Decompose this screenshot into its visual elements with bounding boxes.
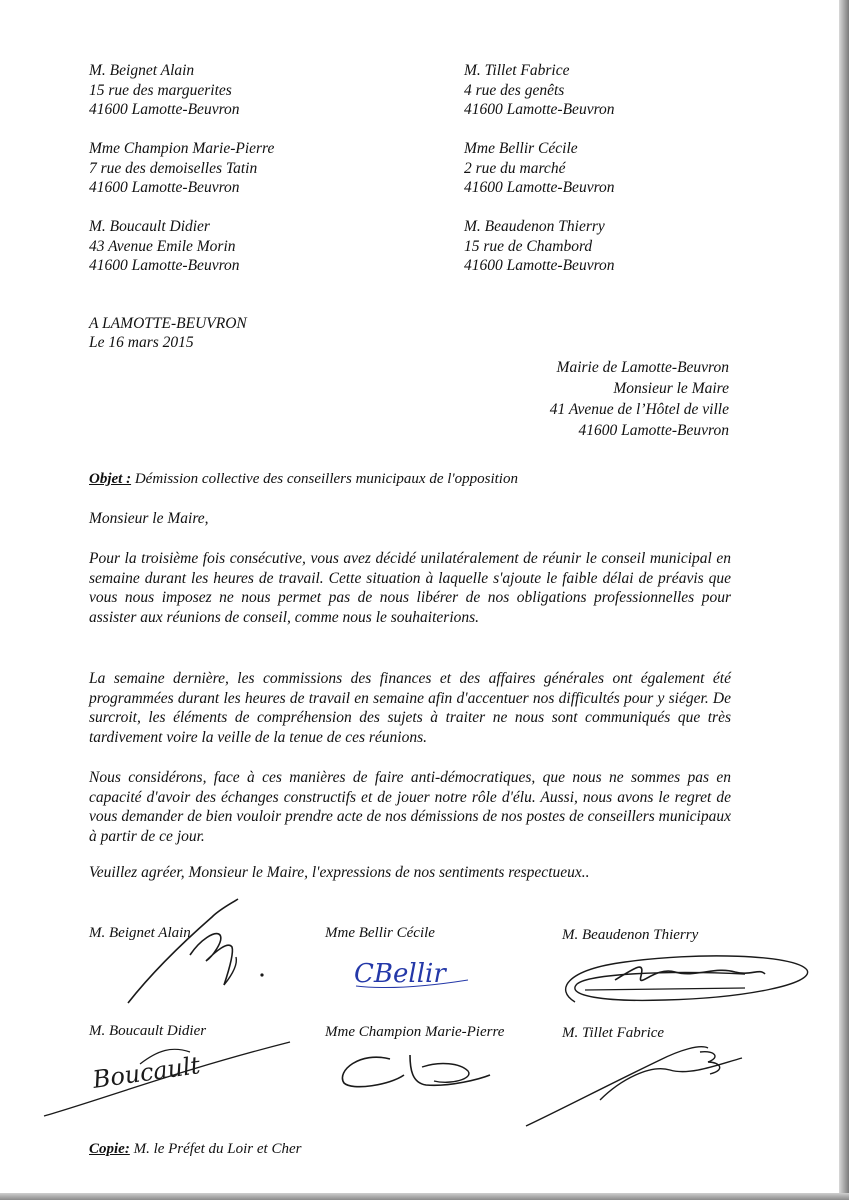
sender-name: M. Beaudenon Thierry [464,218,605,235]
sender-city: 41600 Lamotte-Beuvron [464,257,615,274]
salutation: Monsieur le Maire, [89,510,209,527]
sender-name: M. Beignet Alain [89,62,195,79]
sender-street: 15 rue de Chambord [464,237,593,255]
signatory-boucault: M. Boucault Didier [89,1023,207,1039]
date: Le 16 mars 2015 [89,334,194,351]
recipient-line-3: 41 Avenue de l’Hôtel de ville [549,401,729,418]
body-paragraph-2: La semaine dernière, les commissions des finances et des affaires générales ont également été programmées durant les heures de travail en semaine afin d'accentuer nos difficultés pour y siéger. De surcroit, les éléments de compréhension des sujets à traiter ne nous sont communiqués que très tardivement voire la veille de la tenue de ces réunions. [89,670,731,746]
signatory-champion: Mme Champion Marie-Pierre [325,1024,505,1040]
copy-text: M. le Préfet du Loir et Cher [133,1141,302,1157]
sender-street: 15 rue des marguerites [89,81,232,99]
body-paragraph-1: Pour la troisième fois consécutive, vous avez décidé unilatéralement de réunir le conseil municipal en semaine durant les heures de travail. Cette situation à laquelle s'ajoute le faible délai de préavis que vous nous imposez ne nous permet pas de nous libérer de nos obligations professionnelles pour assister aux réunions de conseil, comme nous le souhaiterions. [89,550,731,626]
signatory-beaudenon: M. Beaudenon Thierry [562,927,699,943]
place-and-date [89,314,247,352]
sender-address-tillet [464,61,615,120]
scan-edge-bottom [0,1193,849,1200]
signature-tillet [520,1040,750,1130]
recipient-line-1: Mairie de Lamotte-Beuvron [556,359,729,376]
closing-formula: Veuillez agréer, Monsieur le Maire, l'expressions de nos sentiments respectueux.. [89,864,590,881]
sender-address-beignet [89,61,240,120]
subject-text: Démission collective des conseillers municipaux de l'opposition [134,471,518,487]
sender-city: 41600 Lamotte-Beuvron [89,257,240,274]
signature-bellir [350,950,480,995]
signature-champion [330,1045,500,1095]
sender-city: 41600 Lamotte-Beuvron [464,101,615,118]
signature-boucault [40,1030,300,1120]
copy-label: Copie: [89,1141,130,1157]
subject-label: Objet : [89,471,132,487]
sender-street: 43 Avenue Emile Morin [89,237,236,255]
body-paragraph-3: Nous considérons, face à ces manières de faire anti-démocratiques, que nous ne sommes pas en capacité d'avoir des échanges constructifs et de jouer notre rôle d'élu. Aussi, nous avons le regret de vous demander de bien vouloir prendre acte de nos démissions de nos postes de conseillers municipaux à partir de ce jour. [89,769,731,845]
signatory-beignet: M. Beignet Alain [89,925,191,941]
sender-street: 2 rue du marché [464,159,566,177]
signature-boucault-text: Boucault [90,1051,202,1094]
recipient-address [550,357,729,441]
sender-name: Mme Champion Marie-Pierre [89,140,275,157]
sender-address-champion [89,139,274,198]
sender-address-bellir [464,139,615,198]
sender-city: 41600 Lamotte-Beuvron [464,179,615,196]
signature-beaudenon [545,940,815,1010]
signature-beignet [120,895,280,1010]
sender-city: 41600 Lamotte-Beuvron [89,179,240,196]
signature-bellir-text: CBellir [354,959,446,989]
signatory-tillet: M. Tillet Fabrice [562,1025,665,1041]
copy-line [89,1141,301,1158]
place: A LAMOTTE-BEUVRON [89,315,247,332]
sender-address-beaudenon [464,217,615,276]
sender-street: 7 rue des demoiselles Tatin [89,159,258,177]
sender-city: 41600 Lamotte-Beuvron [89,101,240,118]
scan-edge-right [839,0,849,1200]
sender-street: 4 rue des genêts [464,81,565,99]
sender-name: M. Tillet Fabrice [464,62,570,79]
sender-address-boucault [89,217,240,276]
subject-line [89,471,518,488]
sender-name: Mme Bellir Cécile [464,140,578,157]
recipient-line-4: 41600 Lamotte-Beuvron [578,422,729,439]
recipient-line-2: Monsieur le Maire [613,380,729,397]
signatory-bellir: Mme Bellir Cécile [325,925,435,941]
sender-name: M. Boucault Didier [89,218,210,235]
